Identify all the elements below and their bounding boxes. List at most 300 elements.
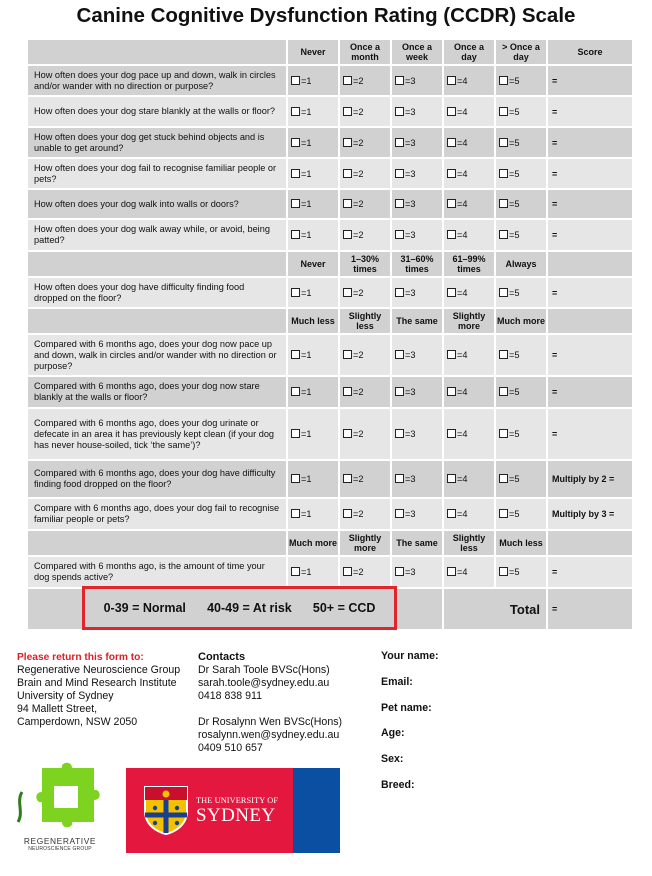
contacts-heading: Contacts [198, 651, 246, 663]
return-line: Brain and Mind Research Institute [17, 677, 177, 689]
answer-option[interactable] [340, 409, 390, 459]
checkbox[interactable] [343, 230, 352, 239]
checkbox[interactable] [395, 230, 404, 239]
checkbox[interactable] [343, 138, 352, 147]
option-value: =5 [509, 75, 520, 86]
answer-option[interactable] [392, 128, 442, 157]
answer-option[interactable] [444, 97, 494, 126]
score-cell[interactable]: = [548, 557, 632, 587]
field-age[interactable]: Age: [381, 727, 405, 740]
answer-option[interactable] [392, 557, 442, 587]
checkbox[interactable] [447, 429, 456, 438]
checkbox[interactable] [291, 429, 300, 438]
score-cell[interactable]: Multiply by 3 = [548, 499, 632, 529]
score-cell[interactable]: = [548, 220, 632, 250]
option-value: =2 [353, 474, 364, 484]
answer-option[interactable] [444, 128, 494, 157]
answer-option[interactable] [340, 335, 390, 375]
answer-option[interactable] [496, 377, 546, 407]
option-value: =1 [301, 168, 312, 179]
option-value: =2 [353, 350, 364, 360]
option-value: =3 [405, 474, 416, 484]
checkbox[interactable] [291, 387, 300, 396]
answer-option[interactable] [444, 335, 494, 375]
checkbox[interactable] [291, 76, 300, 85]
column-header: Once a day [444, 40, 494, 64]
question-text: Compared with 6 months ago, does your dog urinate or defecate in an area it has previously kept clean (if your dog has never house-soiled, tick ‘the same’)? [28, 409, 286, 459]
contact-name: Dr Sarah Toole BVSc(Hons) [198, 664, 330, 676]
question-text: Compared with 6 months ago, is the amount of time your dog spends active? [28, 557, 286, 587]
score-cell[interactable]: = [548, 409, 632, 459]
checkbox[interactable] [343, 76, 352, 85]
option-value: =1 [301, 199, 312, 209]
option-value: =1 [301, 75, 312, 86]
answer-option[interactable] [340, 97, 390, 126]
answer-option[interactable] [496, 409, 546, 459]
answer-option[interactable] [288, 377, 338, 407]
option-value: =3 [405, 429, 416, 439]
answer-option[interactable] [340, 159, 390, 188]
checkbox[interactable] [499, 199, 508, 208]
option-value: =4 [457, 474, 468, 484]
answer-option[interactable] [444, 461, 494, 497]
header-blank [28, 40, 286, 64]
checkbox[interactable] [499, 429, 508, 438]
answer-option[interactable] [340, 220, 390, 250]
answer-option[interactable] [288, 97, 338, 126]
checkbox[interactable] [395, 387, 404, 396]
column-header: Never [288, 252, 338, 276]
option-value: =4 [457, 567, 468, 577]
checkbox[interactable] [499, 169, 508, 178]
option-value: =4 [457, 199, 468, 209]
option-value: =1 [301, 567, 312, 577]
answer-option[interactable] [496, 557, 546, 587]
question-row [28, 409, 632, 459]
column-header: Once a month [340, 40, 390, 64]
checkbox[interactable] [447, 138, 456, 147]
column-header: Much less [496, 531, 546, 555]
question-row [28, 335, 632, 375]
option-value: =2 [353, 199, 364, 209]
answer-option[interactable] [340, 66, 390, 95]
question-text: How often does your dog fail to recognise familiar people or pets? [28, 159, 286, 188]
question-text: Compared with 6 months ago, does your dog now pace up and down, walk in circles and/or wander with no direction or purpose? [28, 335, 286, 375]
column-header: Much more [288, 531, 338, 555]
answer-option[interactable] [496, 461, 546, 497]
question-row [28, 97, 632, 126]
answer-option[interactable] [340, 557, 390, 587]
answer-option[interactable] [444, 377, 494, 407]
checkbox[interactable] [499, 474, 508, 483]
option-value: =5 [509, 567, 520, 577]
option-value: =2 [353, 287, 364, 298]
field-breed[interactable]: Breed: [381, 778, 415, 791]
answer-option[interactable] [340, 278, 390, 307]
answer-option[interactable] [392, 220, 442, 250]
return-line: University of Sydney [17, 690, 114, 702]
answer-option[interactable] [496, 97, 546, 126]
checkbox[interactable] [395, 199, 404, 208]
option-value: =2 [353, 106, 364, 117]
header-blank [548, 252, 632, 276]
checkbox[interactable] [291, 138, 300, 147]
return-line: Regenerative Neuroscience Group [17, 664, 181, 676]
total-row [28, 589, 632, 629]
answer-option[interactable] [444, 409, 494, 459]
option-value: =4 [457, 106, 468, 117]
question-row [28, 461, 632, 497]
checkbox[interactable] [499, 509, 508, 518]
column-header: Never [288, 40, 338, 64]
checkbox[interactable] [291, 288, 300, 297]
score-header: Score [548, 40, 632, 64]
header-row [28, 40, 632, 64]
header-row [28, 531, 632, 555]
column-header: The same [392, 309, 442, 333]
option-value: =5 [509, 137, 520, 148]
option-value: =2 [353, 137, 364, 148]
field-sex[interactable]: Sex: [381, 753, 404, 766]
score-cell[interactable]: = [548, 66, 632, 95]
return-line: Camperdown, NSW 2050 [17, 716, 138, 728]
answer-option[interactable] [288, 499, 338, 529]
answer-option[interactable] [392, 499, 442, 529]
checkbox[interactable] [291, 567, 300, 576]
question-row [28, 499, 632, 529]
option-value: =5 [509, 429, 520, 439]
question-row [28, 557, 632, 587]
page-title: Canine Cognitive Dysfunction Rating (CCDR) Scale [76, 4, 576, 27]
header-row [28, 309, 632, 333]
checkbox[interactable] [499, 567, 508, 576]
option-value: =3 [405, 199, 416, 209]
checkbox[interactable] [447, 169, 456, 178]
contacts-block [198, 651, 373, 755]
question-row [28, 377, 632, 407]
column-header: Much less [288, 309, 338, 333]
column-header: Slightly more [444, 309, 494, 333]
checkbox[interactable] [291, 230, 300, 239]
checkbox[interactable] [499, 350, 508, 359]
option-value: =3 [405, 287, 416, 298]
option-value: =5 [509, 350, 520, 360]
checkbox[interactable] [447, 474, 456, 483]
answer-option[interactable] [392, 159, 442, 188]
option-value: =3 [405, 106, 416, 117]
column-header: Once a week [392, 40, 442, 64]
rng-logo-text [14, 836, 106, 852]
question-text: How often does your dog have difficulty finding food dropped on the floor? [28, 278, 286, 307]
answer-option[interactable] [288, 278, 338, 307]
answer-option[interactable] [496, 190, 546, 218]
checkbox[interactable] [291, 199, 300, 208]
question-row [28, 128, 632, 157]
legend-cell [28, 589, 442, 629]
answer-option[interactable] [288, 66, 338, 95]
answer-option[interactable] [496, 128, 546, 157]
option-value: =4 [457, 350, 468, 360]
column-header: Much more [496, 309, 546, 333]
checkbox[interactable] [395, 169, 404, 178]
university-of-sydney-logo [126, 768, 340, 853]
option-value: =4 [457, 429, 468, 439]
answer-option[interactable] [496, 66, 546, 95]
option-value: =2 [353, 429, 364, 439]
option-value: =5 [509, 474, 520, 484]
column-header: Always [496, 252, 546, 276]
option-value: =2 [353, 168, 364, 179]
checkbox[interactable] [499, 387, 508, 396]
option-value: =4 [457, 137, 468, 148]
option-value: =3 [405, 168, 416, 179]
option-value: =1 [301, 474, 312, 484]
question-row [28, 278, 632, 307]
option-value: =3 [405, 230, 416, 240]
answer-option[interactable] [496, 159, 546, 188]
checkbox[interactable] [291, 107, 300, 116]
option-value: =1 [301, 350, 312, 360]
checkbox[interactable] [447, 509, 456, 518]
question-row [28, 190, 632, 218]
answer-option[interactable] [392, 66, 442, 95]
answer-option[interactable] [444, 190, 494, 218]
answer-option[interactable] [288, 409, 338, 459]
answer-option[interactable] [288, 128, 338, 157]
checkbox[interactable] [499, 107, 508, 116]
checkbox[interactable] [447, 567, 456, 576]
answer-option[interactable] [392, 190, 442, 218]
return-heading: Please return this form to: [17, 652, 144, 663]
score-cell[interactable]: Multiply by 2 = [548, 461, 632, 497]
question-row [28, 220, 632, 250]
option-value: =3 [405, 387, 416, 397]
checkbox[interactable] [395, 76, 404, 85]
option-value: =2 [353, 75, 364, 86]
option-value: =3 [405, 509, 416, 519]
option-value: =3 [405, 567, 416, 577]
checkbox[interactable] [499, 230, 508, 239]
pet-details-fields [381, 650, 631, 805]
checkbox[interactable] [343, 169, 352, 178]
answer-option[interactable] [340, 190, 390, 218]
answer-option[interactable] [392, 335, 442, 375]
score-cell[interactable]: = [548, 190, 632, 218]
checkbox[interactable] [447, 350, 456, 359]
checkbox[interactable] [447, 107, 456, 116]
crest-icon [143, 785, 189, 835]
option-value: =1 [301, 137, 312, 148]
option-value: =5 [509, 509, 520, 519]
header-blank [28, 309, 286, 333]
score-cell[interactable]: = [548, 159, 632, 188]
question-text: Compared with 6 months ago, does your dog have difficulty finding food dropped on the floor? [28, 461, 286, 497]
checkbox[interactable] [395, 429, 404, 438]
answer-option[interactable] [340, 461, 390, 497]
total-score[interactable]: = [548, 589, 632, 629]
checkbox[interactable] [343, 199, 352, 208]
answer-option[interactable] [340, 377, 390, 407]
answer-option[interactable] [444, 66, 494, 95]
option-value: =2 [353, 387, 364, 397]
checkbox[interactable] [447, 199, 456, 208]
answer-option[interactable] [444, 159, 494, 188]
field-email[interactable]: Email: [381, 675, 413, 688]
usyd-line1: THE UNIVERSITY OF [196, 796, 279, 805]
checkbox[interactable] [395, 107, 404, 116]
checkbox[interactable] [447, 76, 456, 85]
answer-option[interactable] [444, 499, 494, 529]
answer-option[interactable] [392, 97, 442, 126]
header-row [28, 252, 632, 276]
header-blank [548, 309, 632, 333]
header-blank [28, 252, 286, 276]
checkbox[interactable] [447, 230, 456, 239]
answer-option[interactable] [496, 278, 546, 307]
question-row [28, 159, 632, 188]
option-value: =2 [353, 230, 364, 240]
checkbox[interactable] [395, 138, 404, 147]
column-header: Slightly less [340, 309, 390, 333]
answer-option[interactable] [444, 557, 494, 587]
checkbox[interactable] [395, 288, 404, 297]
option-value: =3 [405, 75, 416, 86]
score-cell[interactable]: = [548, 97, 632, 126]
column-header: The same [392, 531, 442, 555]
rng-subname: NEUROSCIENCE GROUP [28, 846, 92, 852]
return-address [17, 651, 187, 729]
question-row [28, 66, 632, 95]
checkbox[interactable] [343, 429, 352, 438]
checkbox[interactable] [343, 567, 352, 576]
total-label: Total [444, 589, 546, 629]
score-cell[interactable]: = [548, 335, 632, 375]
option-value: =4 [457, 75, 468, 86]
checkbox[interactable] [343, 509, 352, 518]
answer-option[interactable] [288, 335, 338, 375]
answer-option[interactable] [288, 461, 338, 497]
checkbox[interactable] [343, 387, 352, 396]
answer-option[interactable] [496, 220, 546, 250]
checkbox[interactable] [499, 288, 508, 297]
field-your-name[interactable]: Your name: [381, 650, 439, 662]
option-value: =1 [301, 230, 312, 240]
answer-option[interactable] [392, 461, 442, 497]
contact-phone: 0409 510 657 [198, 742, 263, 754]
answer-option[interactable] [288, 220, 338, 250]
option-value: =4 [457, 168, 468, 179]
answer-option[interactable] [340, 499, 390, 529]
checkbox[interactable] [395, 474, 404, 483]
column-header: 31–60% times [392, 252, 442, 276]
contact-phone: 0418 838 911 [198, 690, 263, 702]
score-legend [82, 586, 397, 630]
legend-item: 40-49 = At risk [207, 601, 292, 615]
contact-name: Dr Rosalynn Wen BVSc(Hons) [198, 716, 343, 728]
answer-option[interactable] [340, 128, 390, 157]
header-blank [548, 531, 632, 555]
checkbox[interactable] [291, 509, 300, 518]
question-text: Compared with 6 months ago, does your dog now stare blankly at the walls or floor? [28, 377, 286, 407]
question-text: Compare with 6 months ago, does your dog fail to recognise familiar people or pets? [28, 499, 286, 529]
contact-email[interactable]: rosalynn.wen@sydney.edu.au [198, 729, 340, 741]
legend-item: 0-39 = Normal [103, 601, 186, 615]
answer-option[interactable] [496, 335, 546, 375]
option-value: =1 [301, 287, 312, 298]
checkbox[interactable] [499, 76, 508, 85]
question-text: How often does your dog get stuck behind objects and is unable to get around? [28, 128, 286, 157]
question-text: How often does your dog pace up and down, walk in circles and/or wander with no direction or purpose? [28, 66, 286, 95]
column-header: 1–30% times [340, 252, 390, 276]
question-text: How often does your dog stare blankly at the walls or floor? [28, 97, 286, 126]
checkbox[interactable] [499, 138, 508, 147]
option-value: =5 [509, 106, 520, 117]
checkbox[interactable] [343, 350, 352, 359]
rng-name: REGENERATIVE [23, 836, 97, 846]
checkbox[interactable] [447, 288, 456, 297]
option-value: =3 [405, 137, 416, 148]
header-blank [28, 531, 286, 555]
answer-option[interactable] [496, 499, 546, 529]
checkbox[interactable] [395, 509, 404, 518]
checkbox[interactable] [395, 350, 404, 359]
answer-option[interactable] [288, 557, 338, 587]
checkbox[interactable] [447, 387, 456, 396]
option-value: =5 [509, 199, 520, 209]
option-value: =1 [301, 387, 312, 397]
option-value: =5 [509, 230, 520, 240]
field-pet-name[interactable]: Pet name: [381, 701, 432, 714]
answer-option[interactable] [392, 377, 442, 407]
option-value: =1 [301, 429, 312, 439]
answer-option[interactable] [444, 220, 494, 250]
checkbox[interactable] [291, 474, 300, 483]
checkbox[interactable] [395, 567, 404, 576]
answer-option[interactable] [392, 278, 442, 307]
checkbox[interactable] [291, 350, 300, 359]
score-cell[interactable]: = [548, 377, 632, 407]
option-value: =4 [457, 287, 468, 298]
option-value: =4 [457, 230, 468, 240]
column-header: 61–99% times [444, 252, 494, 276]
score-cell[interactable]: = [548, 128, 632, 157]
ccdr-table [26, 38, 634, 631]
option-value: =2 [353, 509, 364, 519]
option-value: =5 [509, 287, 520, 298]
checkbox[interactable] [343, 107, 352, 116]
contact-email[interactable]: sarah.toole@sydney.edu.au [198, 677, 330, 689]
answer-option[interactable] [392, 409, 442, 459]
checkbox[interactable] [343, 474, 352, 483]
question-text: How often does your dog walk away while, or avoid, being patted? [28, 220, 286, 250]
option-value: =1 [301, 106, 312, 117]
answer-option[interactable] [444, 278, 494, 307]
checkbox[interactable] [343, 288, 352, 297]
column-header: > Once a day [496, 40, 546, 64]
option-value: =4 [457, 509, 468, 519]
column-header: Slightly less [444, 531, 494, 555]
option-value: =5 [509, 168, 520, 179]
option-value: =5 [509, 387, 520, 397]
option-value: =1 [301, 509, 312, 519]
answer-option[interactable] [288, 190, 338, 218]
score-cell[interactable]: = [548, 278, 632, 307]
option-value: =4 [457, 387, 468, 397]
option-value: =2 [353, 567, 364, 577]
answer-option[interactable] [288, 159, 338, 188]
return-line: 94 Mallett Street, [17, 703, 98, 715]
checkbox[interactable] [291, 169, 300, 178]
